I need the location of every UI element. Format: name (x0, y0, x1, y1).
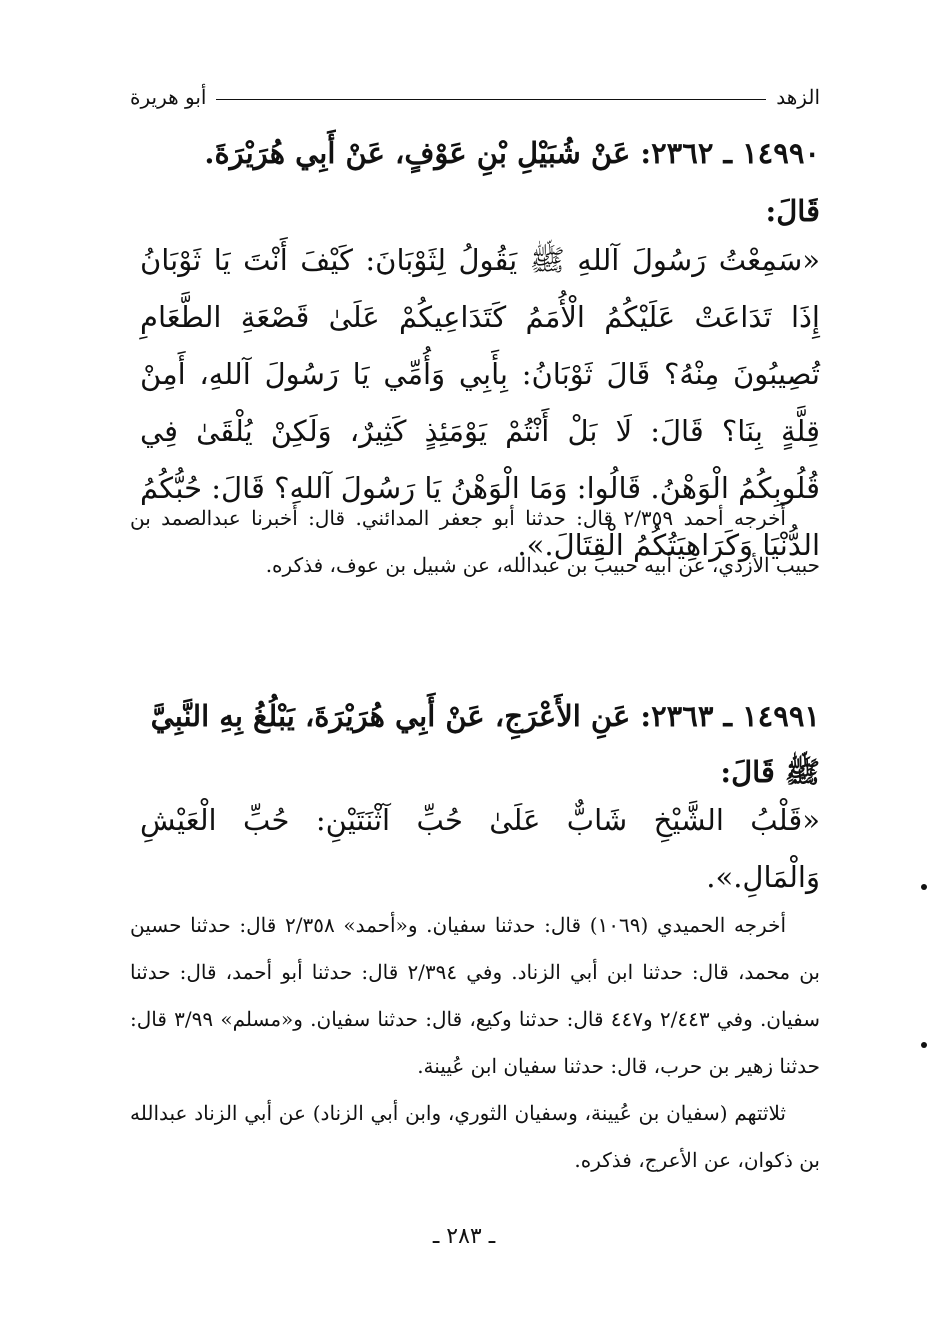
hadith-1-heading: ١٤٩٩٠ ـ ٢٣٦٢: عَنْ شُبَيْلِ بْنِ عَوْفٍ، عَنْ أَبِي هُرَيْرَةَ. (204, 136, 820, 170)
running-header (130, 82, 820, 112)
hadith-1-takhrij-paragraph: أخرجه أحمد ٢/٣٥٩ قال: حدثنا أبو جعفر المدائني. قال: أخبرنا عبدالصمد بن حبيب الأزدي، عن أبيه حبيب بن عبدالله، عن شبيل بن عوف، فذكره. (130, 506, 820, 577)
hadith-1-text: «سَمِعْتُ رَسُولَ آللهِ ﷺ يَقُولُ لِثَوْبَانَ: كَيْفَ أَنْتَ يَا ثَوْبَانُ إِذَا تَدَاعَتْ عَلَيْكُمُ الْأُمَمُ كَتَدَاعِيكُمْ عَلَىٰ قَصْعَةِ الطَّعَامِ تُصِيبُونَ مِنْهُ؟ قَالَ ثَوْبَانُ: بِأَبِي وَأُمِّي يَا رَسُولَ آللهِ، أَمِنْ قِلَّةٍ بِنَا؟ قَالَ: لَا بَلْ أَنْتُمْ يَوْمَئِذٍ كَثِيرٌ، وَلَكِنْ يُلْقَىٰ فِي قُلُوبِكُمُ الْوَهْنُ. قَالُوا: وَمَا الْوَهْنُ يَا رَسُولَ آللهِ؟ قَالَ: حُبُّكُمُ الدُّنْيَا وَكَرَاهِيَتُكُمُ الْقِتَالَ.». (140, 243, 820, 562)
margin-dot (921, 884, 927, 890)
hadith-2-text: «قَلْبُ الشَّيْخِ شَابٌّ عَلَىٰ حُبِّ آثْنَتَيْنِ: حُبِّ الْعَيْشِ وَالْمَالِ.». (140, 803, 820, 894)
hadith-2-takhrij-paragraph-1: أخرجه الحميدي (١٠٦٩) قال: حدثنا سفيان. و«أحمد» ٢/٣٥٨ قال: حدثنا حسين بن محمد، قال: حدثنا ابن أبي الزناد. وفي ٢/٣٩٤ قال: حدثنا أبو أحمد، قال: حدثنا سفيان. وفي ٢/٤٤٣ و٤٤٧ قال: حدثنا وكيع، قال: حدثنا سفيان. و«مسلم» ٣/٩٩ قال: حدثنا زهير بن حرب، قال: حدثنا سفيان ابن عُيينة. (130, 913, 820, 1078)
header-narrator-title: أبو هريرة (130, 85, 207, 109)
margin-dot (921, 1042, 927, 1048)
hadith-1-qala: قَالَ: (765, 194, 820, 228)
hadith-1-takhrij (130, 495, 820, 589)
page-number: ـ ٢٨٣ ـ (432, 1224, 496, 1249)
header-chapter-title: الزهد (776, 85, 820, 109)
header-rule (216, 99, 766, 100)
hadith-2-takhrij (130, 902, 820, 1184)
hadith-2-heading: ١٤٩٩١ ـ ٢٣٦٣: عَنِ الأَعْرَجِ، عَنْ أَبِي هُرَيْرَةَ، يَبْلُغُ بِهِ النَّبِيَّ ﷺ قَالَ: (150, 699, 820, 789)
hadith-2-takhrij-paragraph-2: ثلاثتهم (سفيان بن عُيينة، وسفيان الثوري، وابن أبي الزناد) عن أبي الزناد عبدالله بن ذكوان، عن الأعرج، فذكره. (130, 1101, 820, 1172)
